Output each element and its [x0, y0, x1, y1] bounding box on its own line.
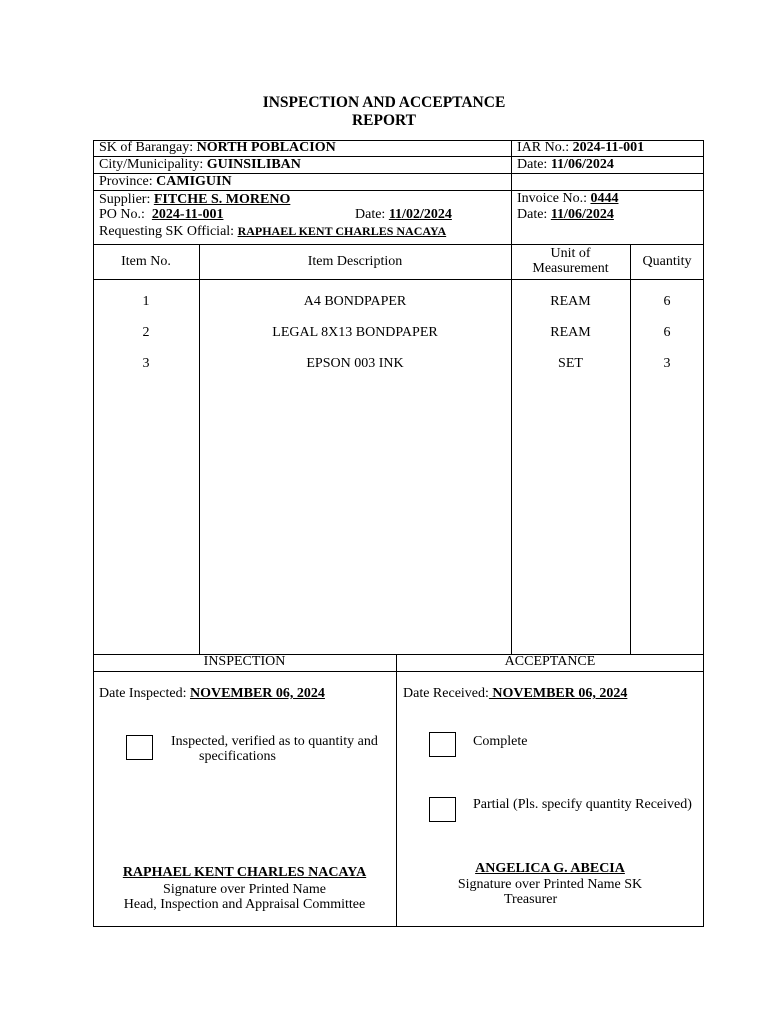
report-title-line2: REPORT — [351, 112, 417, 129]
divider — [93, 244, 704, 245]
city-field: City/Municipality: GUINSILIBAN — [99, 157, 301, 172]
divider — [511, 140, 512, 244]
column-header-item-no: Item No. — [121, 254, 171, 269]
inspected-label-line1: Inspected, verified as to quantity and — [171, 734, 378, 749]
report-title-line1: INSPECTION AND ACCEPTANCE — [262, 94, 506, 111]
inspection-signatory-title: Head, Inspection and Appraisal Committee — [123, 897, 366, 912]
column-header-quantity: Quantity — [642, 254, 692, 269]
cell-description: LEGAL 8X13 BONDPAPER — [272, 325, 438, 340]
acceptance-signature-caption: Signature over Printed Name SK — [457, 877, 643, 892]
cell-description: A4 BONDPAPER — [303, 294, 407, 309]
acceptance-signatory-title: Treasurer — [504, 892, 558, 907]
date-received-field: Date Received: NOVEMBER 06, 2024 — [403, 686, 628, 701]
inspection-heading: INSPECTION — [203, 654, 286, 669]
cell-description: EPSON 003 INK — [306, 356, 404, 371]
partial-checkbox[interactable] — [429, 797, 456, 822]
partial-label: Partial (Pls. specify quantity Received) — [473, 797, 692, 812]
cell-quantity: 6 — [663, 294, 671, 309]
divider — [93, 279, 704, 280]
cell-item-no: 3 — [142, 356, 150, 371]
column-header-unit-line1: Unit of — [550, 246, 591, 261]
inspection-signatory-name: RAPHAEL KENT CHARLES NACAYA — [122, 865, 367, 880]
province-field: Province: CAMIGUIN — [99, 174, 232, 189]
cell-quantity: 6 — [663, 325, 671, 340]
inspected-checkbox[interactable] — [126, 735, 153, 760]
date-inspected-field: Date Inspected: NOVEMBER 06, 2024 — [99, 686, 325, 701]
column-header-unit-line2: Measurement — [532, 261, 609, 276]
cell-unit: SET — [558, 356, 583, 371]
complete-label: Complete — [473, 734, 528, 749]
iar-date-field: Date: 11/06/2024 — [517, 157, 614, 172]
divider — [93, 671, 704, 672]
requesting-official-field: Requesting SK Official: RAPHAEL KENT CHARLES NACAYA — [99, 224, 447, 239]
inspected-label-line2: specifications — [199, 749, 276, 764]
cell-item-no: 2 — [142, 325, 150, 340]
iar-number-field: IAR No.: 2024-11-001 — [517, 140, 645, 155]
cell-quantity: 3 — [663, 356, 671, 371]
invoice-date-field: Date: 11/06/2024 — [517, 207, 614, 222]
cell-item-no: 1 — [142, 294, 150, 309]
barangay-field: SK of Barangay: NORTH POBLACION — [99, 140, 336, 155]
cell-unit: REAM — [550, 325, 591, 340]
acceptance-heading: ACCEPTANCE — [504, 654, 596, 669]
supplier-field: Supplier: FITCHE S. MORENO — [99, 192, 291, 207]
invoice-number-field: Invoice No.: 0444 — [517, 191, 619, 206]
po-number-field: PO No.: 2024-11-001 — [99, 207, 224, 222]
po-date-field: Date: 11/02/2024 — [355, 207, 452, 222]
inspection-signature-caption: Signature over Printed Name — [163, 882, 326, 897]
column-header-description: Item Description — [307, 254, 403, 269]
acceptance-signatory-name: ANGELICA G. ABECIA — [475, 861, 625, 876]
cell-unit: REAM — [550, 294, 591, 309]
complete-checkbox[interactable] — [429, 732, 456, 757]
